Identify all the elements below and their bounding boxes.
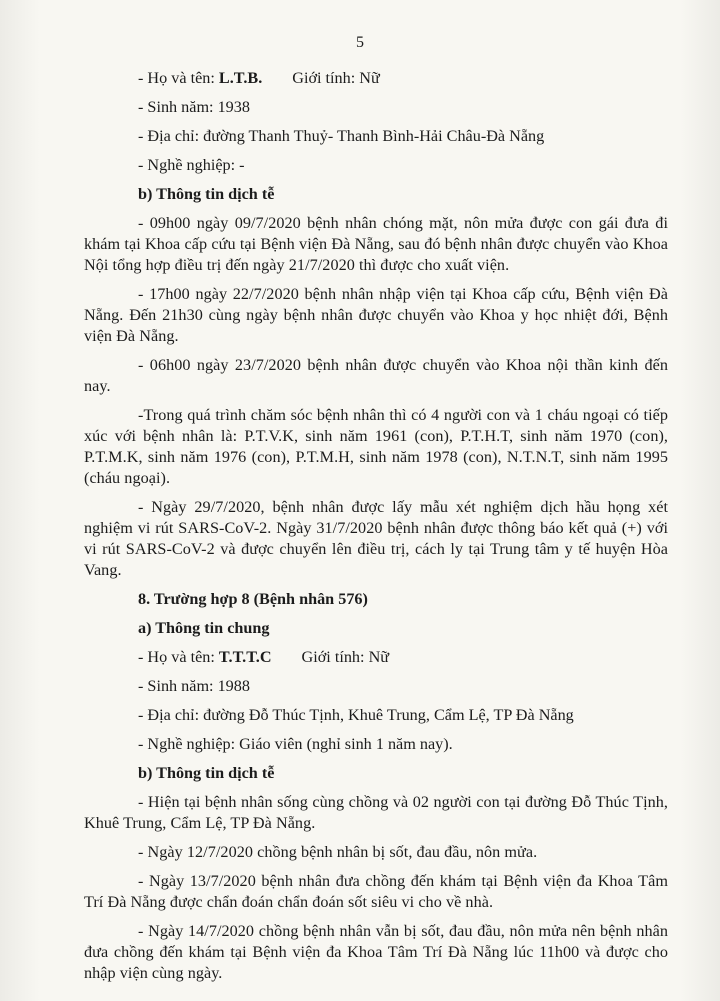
case8-title: 8. Trường hợp 8 (Bệnh nhân 576) xyxy=(138,590,368,608)
case8-gender: Giới tính: Nữ xyxy=(301,648,390,666)
case7-name-line xyxy=(84,68,668,88)
case7-name-label: - Họ và tên: xyxy=(138,69,219,87)
case8-name-label: - Họ và tên: xyxy=(138,648,219,666)
case7-job: - Nghề nghiệp: - xyxy=(138,156,245,174)
case8-birth: - Sinh năm: 1988 xyxy=(138,677,250,695)
case7-epi-paragraph: -Trong quá trình chăm sóc bệnh nhân thì có 4 người con và 1 cháu ngoại có tiếp xúc với bệnh nhân là: P.T.V.K, sinh năm 1961 (con), P.T.H.T, sinh năm 1970 (con), P.T.M.K, sinh năm 1976 (con), P.T.M.H, sinh năm 1978 (con), N.T.N.T, sinh năm 1995 (cháu ngoại). xyxy=(84,406,668,487)
case8-epi-heading: b) Thông tin dịch tễ xyxy=(138,764,275,782)
case7-epi-paragraph: - Ngày 29/7/2020, bệnh nhân được lấy mẫu xét nghiệm dịch hầu họng xét nghiệm vi rút SARS-CoV-2. Ngày 31/7/2020 bệnh nhân được thông báo kết quả (+) với vi rút SARS-CoV-2 và được chuyển lên điều trị, cách ly tại Trung tâm y tế huyện Hòa Vang. xyxy=(84,498,668,579)
case8-name-line xyxy=(84,647,668,667)
page-number: 5 xyxy=(356,34,364,51)
case7-epi-heading: b) Thông tin dịch tễ xyxy=(138,185,275,203)
case8-epi-paragraph: - Ngày 12/7/2020 chồng bệnh nhân bị sốt, đau đầu, nôn mửa. xyxy=(138,843,538,861)
case8-job: - Nghề nghiệp: Giáo viên (nghỉ sinh 1 năm nay). xyxy=(138,735,453,753)
case8-name-value: T.T.T.C xyxy=(218,648,272,666)
case8-epi-paragraph: - Hiện tại bệnh nhân sống cùng chồng và 02 người con tại đường Đỗ Thúc Tịnh, Khuê Trung, Cẩm Lệ, TP Đà Nẵng. xyxy=(84,793,668,832)
case8-address: - Địa chỉ: đường Đỗ Thúc Tịnh, Khuê Trung, Cẩm Lệ, TP Đà Nẵng xyxy=(138,706,574,724)
case7-epi-paragraph: - 09h00 ngày 09/7/2020 bệnh nhân chóng mặt, nôn mửa được con gái đưa đi khám tại Khoa cấp cứu tại Bệnh viện Đà Nẵng, sau đó bệnh nhân được chuyển vào Khoa Nội tổng hợp điều trị đến ngày 21/7/2020 thì được cho xuất viện. xyxy=(84,214,668,274)
case7-name-value: L.T.B. xyxy=(218,69,263,87)
document-body xyxy=(84,68,668,992)
case8-general-heading: a) Thông tin chung xyxy=(138,619,270,637)
case7-epi-paragraph: - 17h00 ngày 22/7/2020 bệnh nhân nhập viện tại Khoa cấp cứu, Bệnh viện Đà Nẵng. Đến 21h30 cùng ngày bệnh nhân được chuyển vào Khoa y học nhiệt đới, Bệnh viện Đà Nẵng. xyxy=(84,285,668,345)
case7-epi-paragraph: - 06h00 ngày 23/7/2020 bệnh nhân được chuyển vào Khoa nội thần kinh đến nay. xyxy=(84,356,668,395)
case8-epi-paragraph: - Ngày 13/7/2020 bệnh nhân đưa chồng đến khám tại Bệnh viện đa Khoa Tâm Trí Đà Nẵng được chẩn đoán chẩn đoán sốt siêu vi cho về nhà. xyxy=(84,872,668,911)
case7-birth: - Sinh năm: 1938 xyxy=(138,98,250,116)
case7-gender: Giới tính: Nữ xyxy=(292,69,380,87)
case7-address: - Địa chỉ: đường Thanh Thuỷ- Thanh Bình-Hải Châu-Đà Nẵng xyxy=(138,127,545,145)
case8-epi-paragraph: - Ngày 14/7/2020 chồng bệnh nhân vẫn bị sốt, đau đầu, nôn mửa nên bệnh nhân đưa chồng đến khám tại Bệnh viện đa Khoa Tâm Trí Đà Nẵng lúc 11h00 và được cho nhập viện cùng ngày. xyxy=(84,922,668,982)
